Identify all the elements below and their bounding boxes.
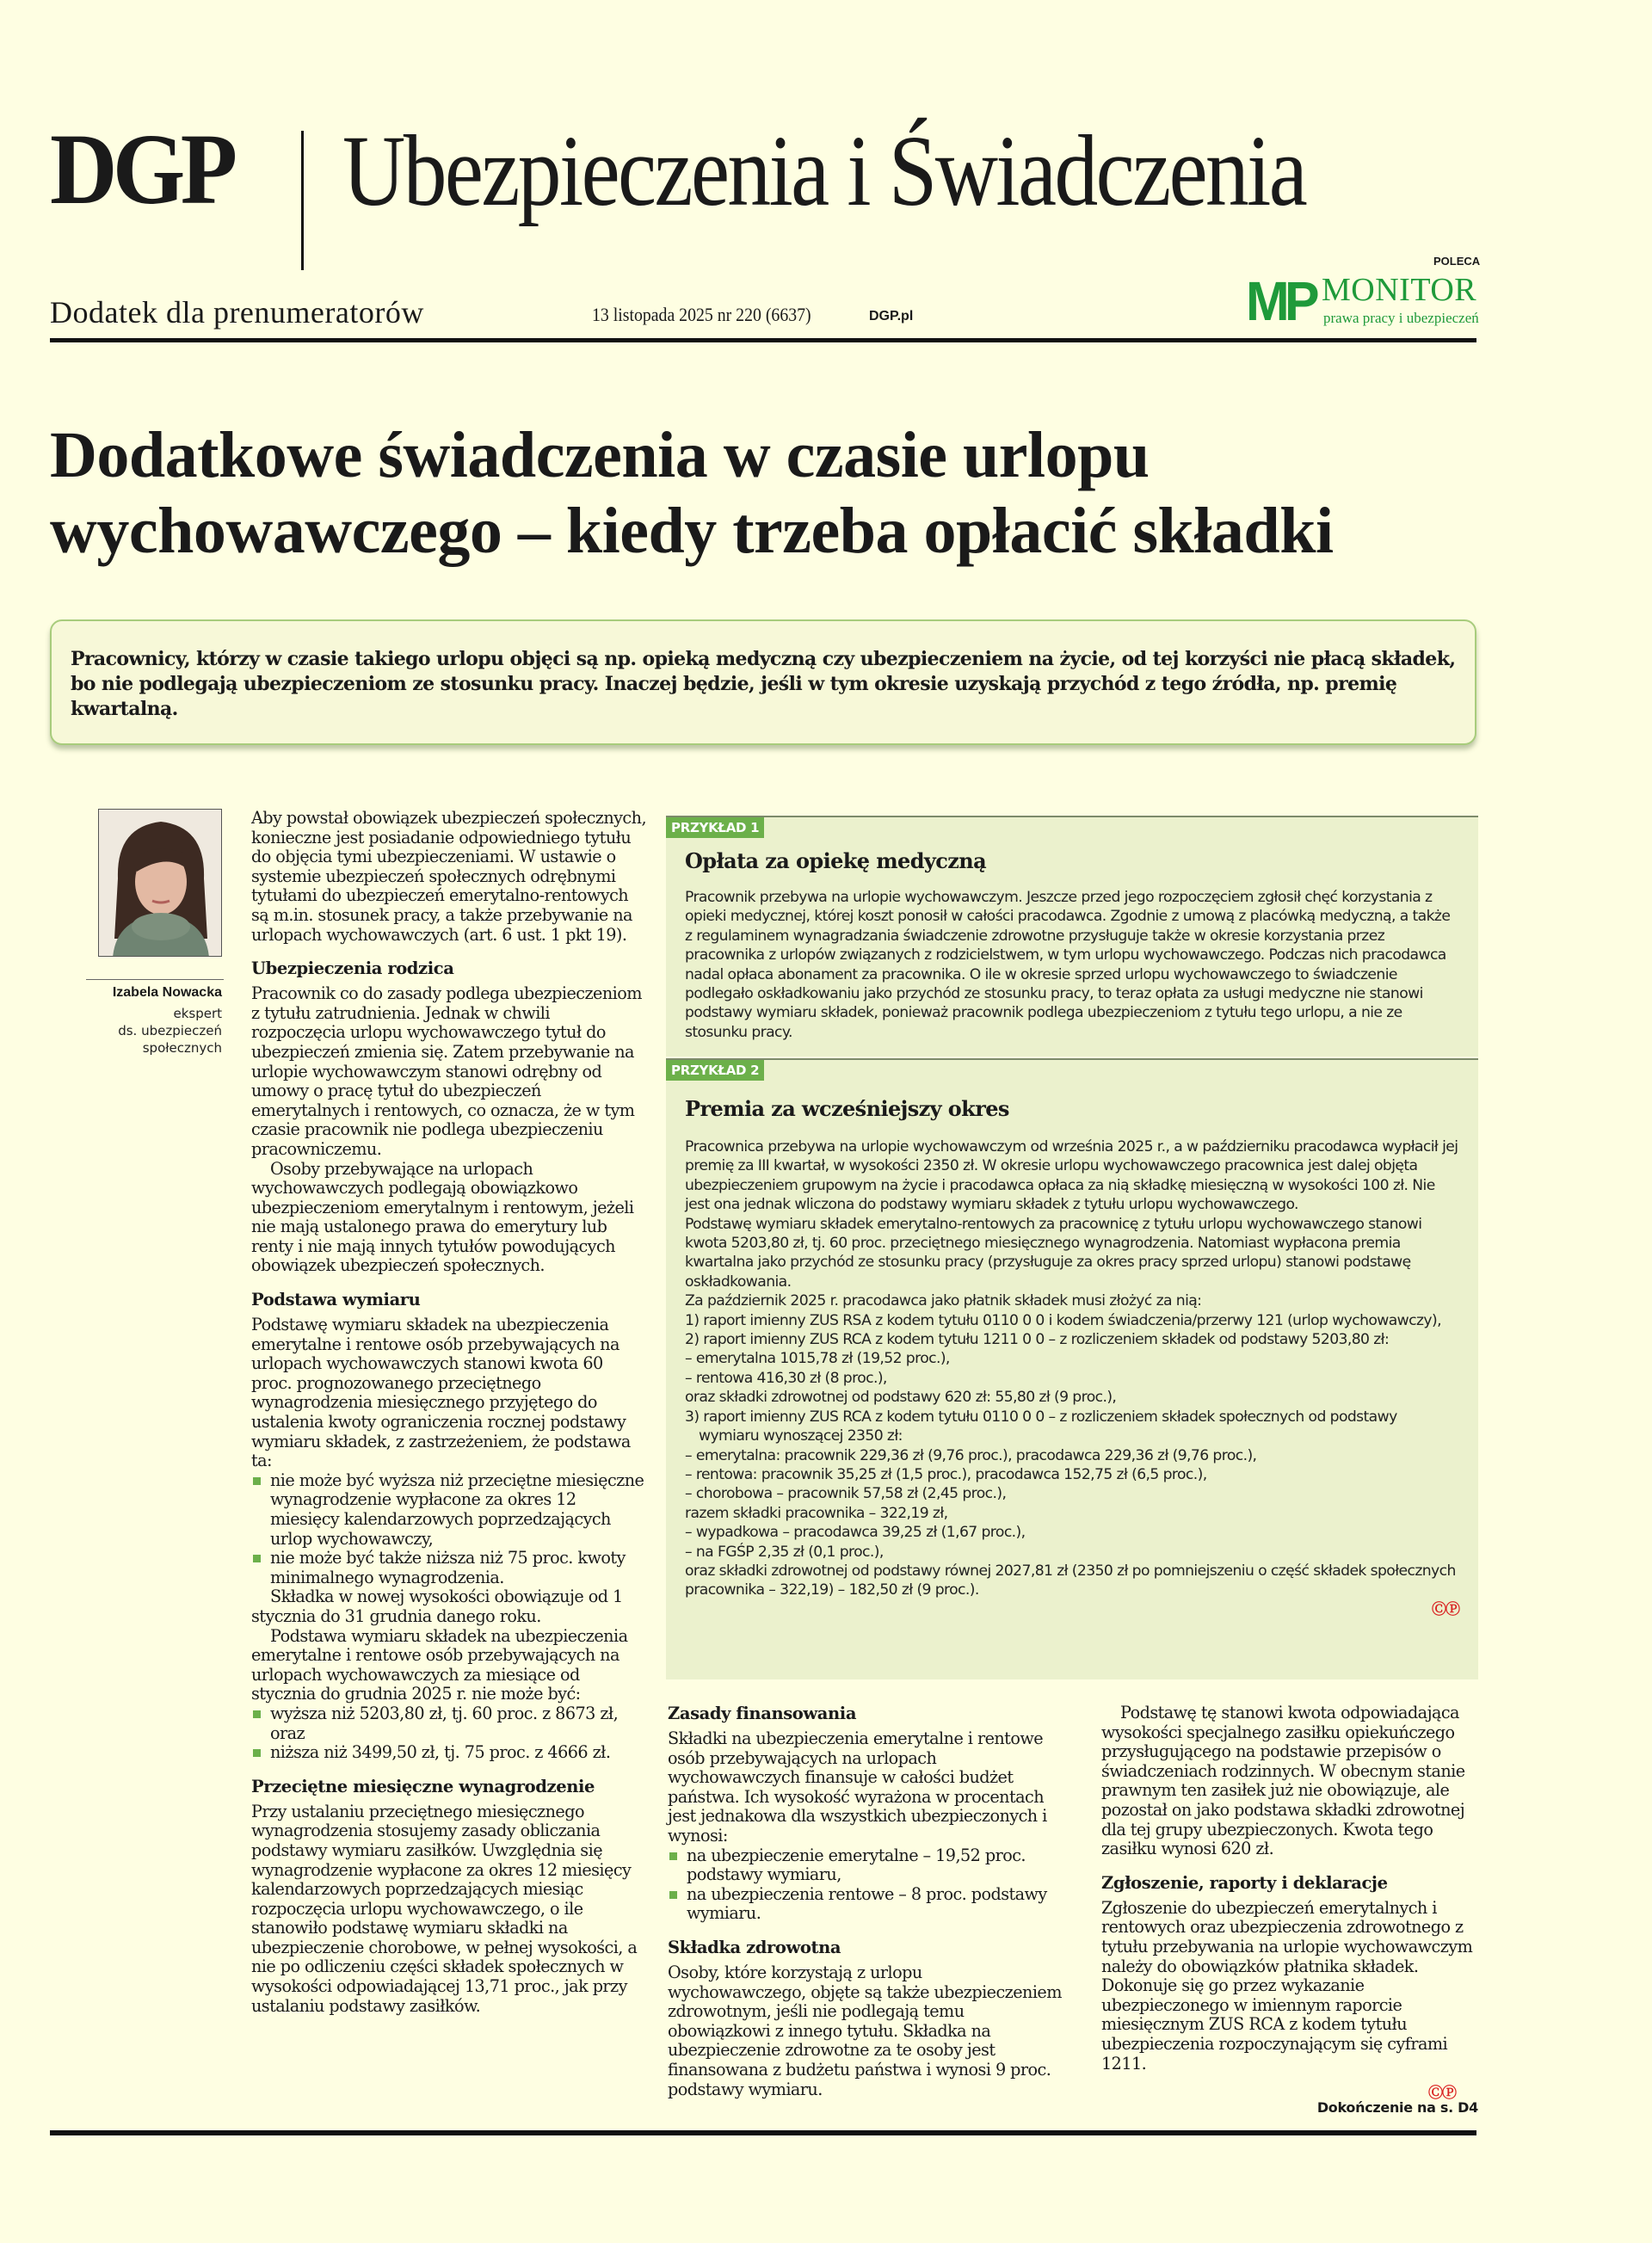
masthead-rule [50, 338, 1476, 342]
example-line: 3) raport imienny ZUS RCA z kodem tytułu 0110 0 0 – z rozliczeniem składek społecznych od podstawy wymiaru wynoszącej 2350 zł: [685, 1408, 1397, 1445]
partner-poleca-label: POLECA [1433, 255, 1481, 268]
example-line: – emerytalna: pracownik 229,36 zł (9,76 proc.), pracodawca 229,36 zł (9,76 proc.), [685, 1446, 1257, 1464]
continuation-note: Dokończenie na s. D4 [1316, 2099, 1478, 2116]
example-box-2 [666, 1058, 1478, 1679]
issue-info: 13 listopada 2025 nr 220 (6637) [592, 304, 811, 325]
paragraph: Osoby, które korzystają z urlopu wychowawczego, objęte są także ubezpieczeniem zdrowotnym, jeśli nie podlegają temu obowiązkowi z innego tytułu. Składka na ubezpieczenie zdrowotne za te osoby jest finansowana z budżetu państwa i wynosi 9 proc. podstawy wymiaru. [668, 1962, 1062, 2099]
subhead-przecietne-wynagrodzenie: Przeciętne miesięczne wynagrodzenie [251, 1776, 595, 1796]
supplement-subtitle: Dodatek dla prenumeratorów [50, 295, 424, 330]
footer-rule [50, 2130, 1476, 2135]
copyright-icon: ⒸⓅ [1432, 1600, 1459, 1618]
paragraph: Przy ustalaniu przeciętnego miesięcznego wynagrodzenia stosujemy zasady obliczania podstawy wymiaru zasiłków. Uwzględnia się wynagrodzenie wypłacone za okres 12 miesięcy kalendarzowych poprzedzających miesiąc rozpoczęcia urlopu wychowawczego, o ile stanowiło podstawę wymiaru składki na ubezpieczenie chorobowe, w pełnej wysokości, a nie po odliczeniu części składek społecznych w wysokości odpowiadającej 13,71 proc., jak przy ustalaniu podstawy zasiłków. [251, 1801, 638, 2016]
author-rule [86, 979, 224, 980]
subhead-podstawa-wymiaru: Podstawa wymiaru [251, 1290, 421, 1310]
author-name: Izabela Nowacka [112, 985, 222, 1000]
example-line: 1) raport imienny ZUS RSA z kodem tytułu 0110 0 0 i kodem świadczenia/przerwy 121 (urlop wychowawczy), [685, 1311, 1441, 1329]
article-headline [50, 417, 1513, 569]
partner-tagline: prawa pracy i ubezpieczeń [1323, 310, 1479, 326]
bullet-item: nie może być także niższa niż 75 proc. kwoty minimalnego wynagrodzenia. [251, 1549, 647, 1587]
intro-paragraph: Aby powstał obowiązek ubezpieczeń społecznych, konieczne jest posiadanie odpowiedniego tytułu do objęcia tymi ubezpieczeniami. W ustawie o systemie ubezpieczeń społecznych odrębnymi tytułami do ubezpieczeń emerytalno-rentowych są m.in. stosunek pracy, a także przebywanie na urlopach wychowawczych (art. 6 ust. 1 pkt 19). [251, 808, 646, 945]
example-line: – rentowa: pracownik 35,25 zł (1,5 proc.), pracodawca 152,75 zł (6,5 proc.), [685, 1465, 1207, 1483]
headline-line-1: Dodatkowe świadczenia w czasie urlopu [50, 419, 1150, 491]
example-line: – chorobowa – pracownik 57,58 zł (2,45 proc.), [685, 1485, 1007, 1503]
example-paragraph: Pracownica przebywa na urlopie wychowawczym od września 2025 r., a w październiku pracodawca wypłacił jej premię za III kwartał, w wysokości 2350 zł. W okresie urlopu wychowawczego pracownica jest dalej objęta ubezpieczeniem grupowym na życie i pracodawca opłaca za nią składkę miesięczną w wysokości 100 zł. Nie jest ona jednak wliczona do podstawy wymiaru składek z tytułu urlopu wychowawczego. [685, 1138, 1458, 1214]
paragraph: Pracownik co do zasady podlega ubezpieczeniom z tytułu zatrudnienia. Jednak w chwili rozpoczęcia urlopu wychowawczego tytuł do ubezpieczeń zmienia się. Zatem przebywanie na urlopie wychowawczym stanowi odrębny od umowy o pracę tytuł do ubezpieczeń emerytalnych i rentowych, co oznacza, że w tym czasie pracownik nie podlega ubezpieczeniu pracowniczemu. [251, 983, 642, 1159]
subhead-zasady-finansowania: Zasady finansowania [668, 1704, 857, 1723]
subhead-zgloszenie: Zgłoszenie, raporty i deklaracje [1101, 1872, 1388, 1893]
section-title: Ubezpieczenia i Świadczenia [342, 114, 1306, 227]
bullet-item: na ubezpieczenie emerytalne – 19,52 proc. podstawy wymiaru, [668, 1846, 1063, 1885]
partner-name: MONITOR [1322, 272, 1477, 308]
bullet-list [251, 1471, 647, 1588]
paragraph: Podstawę tę stanowi kwota odpowiadająca wysokości specjalnego zasiłku opiekuńczego przysługującego na podstawie przepisów o świadczeniach rodzinnych. W obecnym stanie prawnym ten zasiłek już nie obowiązuje, ale pozostał on jako podstawa składki zdrowotnej dla tej grupy ubezpieczonych. Kwota tego zasiłku wynosi 620 zł. [1101, 1703, 1465, 1859]
mp-logo-icon: MP [1246, 270, 1315, 332]
example-title: Opłata za opiekę medyczną [685, 848, 987, 873]
example-paragraph: Podstawę wymiaru składek emerytalno-rentowych za pracownicę z tytułu urlopu wychowawczego stanowi kwota 5203,80 zł, tj. 60 proc. przeciętnego miesięcznego wynagrodzenia. Natomiast wypłacona premia kwartalna jako przychód ze stosunku pracy (przysługuje za okres pracy sprzed urlopu) stanowi podstawę oskładkowania. [685, 1215, 1422, 1291]
dgp-logo: DGP [50, 113, 233, 225]
example-line: oraz składki zdrowotnej od podstawy równej 2027,81 zł (2350 zł po pomniejszeniu o część składek społecznych pracownika – 322,19) – 182,50 zł (9 proc.). [685, 1562, 1456, 1599]
paragraph: Składka w nowej wysokości obowiązuje od 1 stycznia do 31 grudnia danego roku. [251, 1587, 623, 1626]
copyright-icon: ⒸⓅ [1428, 2085, 1456, 2102]
subhead-ubezpieczenia-rodzica: Ubezpieczenia rodzica [251, 958, 454, 979]
example-paragraph: Za październik 2025 r. pracodawca jako płatnik składek musi złożyć za nią: [685, 1292, 1202, 1310]
paragraph: Podstawę wymiaru składek na ubezpieczenia emerytalne i rentowe osób przebywających na urlopach wychowawczych stanowi kwota 60 proc. prognozowanego przeciętnego wynagrodzenia miesięcznego przyjętego do ustalenia kwoty ograniczenia rocznej podstawy wymiaru składek, z zastrzeżeniem, że podstawa ta: [251, 1315, 631, 1471]
paragraph: Osoby przebywające na urlopach wychowawczych podlegają obowiązkowo ubezpieczeniom emerytalnym i rentowym, jeżeli nie mają ustalonego prawa do emerytury lub renty i nie mają innych tytułów powodujących obowiązek ubezpieczeń społecznych. [251, 1158, 634, 1276]
bullet-item: niższa niż 3499,50 zł, tj. 75 proc. z 4666 zł. [251, 1743, 647, 1763]
masthead-divider [301, 131, 304, 270]
example-line: – wypadkowa – pracodawca 39,25 zł (1,67 proc.), [685, 1524, 1026, 1542]
example-line: – na FGŚP 2,35 zł (0,1 proc.), [685, 1543, 884, 1561]
example-line: razem składki pracownika – 322,19 zł, [685, 1504, 948, 1522]
example-title: Premia za wcześniejszy okres [685, 1096, 1009, 1121]
bullet-item: wyższa niż 5203,80 zł, tj. 60 proc. z 8673 zł, oraz [251, 1704, 647, 1743]
bullet-item: nie może być wyższa niż przeciętne miesięczne wynagrodzenie wypłacone za okres 12 miesięcy kalendarzowych poprzedzających urlop wychowawczy, [251, 1471, 647, 1549]
example-line: – emerytalna 1015,78 zł (19,52 proc.), [685, 1350, 950, 1368]
paragraph: Zgłoszenie do ubezpieczeń emerytalnych i rentowych oraz ubezpieczenia zdrowotnego z tytułu przebywania na urlopie wychowawczym należy do obowiązków płatnika składek. Dokonuje się go przez wykazanie ubezpieczonego w imiennym raporcie miesięcznym ZUS RCA z kodem tytułu ubezpieczenia rozpoczynającym się cyframi 1211. [1101, 1897, 1473, 2074]
bullet-list [251, 1704, 647, 1763]
example-line: 2) raport imienny ZUS RCA z kodem tytułu 1211 0 0 – z rozliczeniem składek od podstawy 5203,80 zł: [685, 1331, 1390, 1349]
site-link[interactable]: DGP.pl [869, 309, 914, 324]
example-badge: PRZYKŁAD 2 [666, 1060, 764, 1081]
author-role: ekspert ds. ubezpieczeń społecznych [118, 1006, 222, 1056]
author-portrait-icon [99, 810, 222, 957]
paragraph: Podstawa wymiaru składek na ubezpieczenia emerytalne i rentowe osób przebywających na urlopach wychowawczych za miesiące od stycznia do grudnia 2025 r. nie może być: [251, 1625, 628, 1704]
body-column-3 [668, 1704, 1063, 2099]
example-body [685, 1137, 1459, 1619]
subhead-skladka-zdrowotna: Składka zdrowotna [668, 1937, 841, 1957]
example-body: Pracownik przebywa na urlopie wychowawczym. Jeszcze przed jego rozpoczęciem zgłosił chęć korzystania z opieki medycznej, której koszt ponosił w całości pracodawca. Zgodnie z umową z placówką medyczną, a także z regulaminem wynagradzania świadczenie zdrowotne przysługuje także w okresie korzystania przez pracownika z urlopów związanych z rodzicielstwem, w tym urlopu wychowawczego. Podczas nich pracodawca nadal opłaca abonament za pracownika. O ile w okresie sprzed urlopu wychowawczego to świadczenie podlegało oskładkowaniu jako przychód ze stosunku pracy, to teraz opłata za usługi medyczne nie stanowi podstawy wymiaru składek, ponieważ pracownik podlega ubezpieczeniom z tytułu tego urlopu, a nie ze stosunku pracy. [685, 889, 1451, 1041]
lead-box [50, 619, 1476, 745]
paragraph: Składki na ubezpieczenia emerytalne i rentowe osób przebywających na urlopach wychowawczych finansuje w całości budżet państwa. Ich wysokość wyrażona w procentach jest jednakowa dla wszystkich ubezpieczonych i wynosi: [668, 1728, 1047, 1846]
example-badge: PRZYKŁAD 1 [666, 817, 764, 838]
example-box-1 [666, 816, 1478, 1057]
body-column-4 [1101, 1704, 1480, 2074]
example-line: oraz składki zdrowotnej od podstawy 620 zł: 55,80 zł (9 proc.), [685, 1389, 1117, 1407]
example-line: – rentowa 416,30 zł (8 proc.), [685, 1369, 887, 1387]
bullet-list [668, 1846, 1063, 1924]
headline-line-2: wychowawczego – kiedy trzeba opłacić składki [50, 495, 1334, 567]
bullet-item: na ubezpieczenia rentowe – 8 proc. podstawy wymiaru. [668, 1885, 1063, 1924]
author-photo [98, 809, 222, 957]
lead-text: Pracownicy, którzy w czasie takiego urlopu objęci są np. opieką medyczną czy ubezpieczeniem na życie, od tej korzyści nie płacą składek, bo nie podlegają ubezpieczeniom ze stosunku pracy. Inaczej będzie, jeśli w tym okresie uzyskają przychód z tego źródła, np. premię kwartalną. [71, 648, 1456, 720]
body-column-1 [251, 809, 647, 2016]
